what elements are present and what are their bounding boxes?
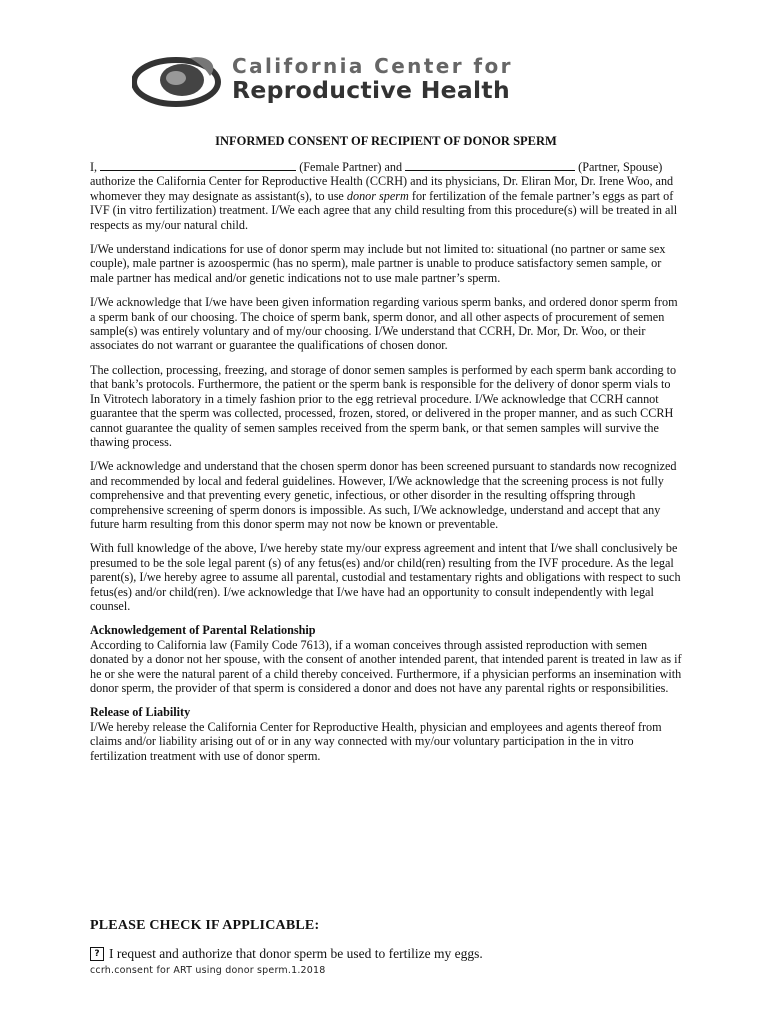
- clinic-logo: [132, 52, 652, 112]
- parental-relationship-section: [90, 623, 682, 695]
- parental-relationship-heading: Acknowledgement of Parental Relationship: [90, 623, 316, 638]
- female-partner-name-field[interactable]: [100, 159, 296, 171]
- p1-italic: donor sperm: [346, 188, 409, 203]
- logo-text-line2: Reproductive Health: [232, 76, 510, 104]
- consent-document: [90, 134, 682, 773]
- p1-rest1: (Partner, Spouse) authorize the California Center for Reproductive Health (CCRH) and its physicians, Dr. Eliran Mor, Dr. Irene Woo, and whomever they may designate as assistant(s), to use: [90, 160, 674, 203]
- p1-rest2: for fertilization of the female partner’s eggs as part of IVF (in vitro fertilization) treatment. I/We each agree that any child resulting from this procedure(s) will be treated in all respects as my/our natural child.: [90, 188, 678, 232]
- checklist-item: [90, 946, 483, 962]
- partner-name-field[interactable]: [405, 159, 575, 171]
- collection-paragraph: The collection, processing, freezing, and storage of donor semen samples is performed by each sperm bank according to that bank’s protocols. Furthermore, the patient or the sperm bank is responsible for the delivery of donor sperm vials to In Vitrotech laboratory in a timely fashion prior to the egg retrieval procedure. I/We acknowledge that CCRH cannot guarantee that the sperm was collected, processed, frozen, stored, or delivered in the proper manner, and as such CCRH cannot guarantee the quality of semen samples received from the sperm bank, or that semen samples will survive the thawing process.: [90, 362, 677, 449]
- p1-female-partner-label: (Female Partner) and: [299, 160, 406, 174]
- donor-sperm-checkbox[interactable]: ?: [90, 947, 104, 961]
- release-liability-heading: Release of Liability: [90, 705, 191, 720]
- document-title: INFORMED CONSENT OF RECIPIENT OF DONOR SPERM: [215, 134, 557, 148]
- checklist-item-label: I request and authorize that donor sperm be used to fertilize my eggs.: [109, 946, 483, 961]
- p1-prefix: I,: [90, 160, 101, 174]
- footer-reference: ccrh.consent for ART using donor sperm.1.2018: [90, 965, 326, 976]
- indications-paragraph: I/We understand indications for use of donor sperm may include but not limited to: situational (no partner or same sex couple), male partner is azoospermic (has no sperm), male partner is unable to produce satisfactory semen sample, or male partner has medical and/or genetic indications not to use male partner’s sperm.: [90, 242, 666, 285]
- swirl-logo-icon: [132, 52, 228, 108]
- screening-paragraph: I/We acknowledge and understand that the chosen sperm donor has been screened pursuant to standards now recognized and recommended by local and federal guidelines. However, I/We acknowledge that the screening process is not fully comprehensive and that preventing every genetic, infectious, or other disorder in the resulting offspring through comprehensive screening of sperm donors is impossible. As such, I/We acknowledge, understand and accept that any future harm resulting from this donor sperm may not now be known or preventable.: [90, 459, 677, 531]
- authorization-paragraph: [90, 159, 682, 232]
- sperm-bank-paragraph: I/We acknowledge that I/we have been given information regarding various sperm banks, and ordered donor sperm from a sperm bank of our choosing. The choice of sperm bank, sperm donor, and all other aspects of procurement of semen sample(s) was entirely voluntary and of my/our choosing. I/We understand that CCRH, Dr. Mor, Dr. Woo, or their associates do not warrant or guarantee the qualifications of chosen donor.: [90, 295, 678, 353]
- checklist-title: PLEASE CHECK IF APPLICABLE:: [90, 918, 320, 933]
- release-liability-section: [90, 705, 682, 763]
- logo-text-line1: California Center for: [232, 54, 513, 78]
- legal-parent-paragraph: With full knowledge of the above, I/we hereby state my/our express agreement and intent that I/we shall conclusively be presumed to be the sole legal parent (s) of any fetus(es) and/or child(ren) resulting from the IVF procedure. As the legal parent(s), I/we hereby agree to assume all parental, custodial and testamentary rights and obligations with respect to such fetus(es) and/or child(ren). I/we acknowledge that I/we have had an opportunity to consult independently with legal counsel.: [90, 541, 681, 613]
- release-liability-body: I/We hereby release the California Center for Reproductive Health, physician and employees and agents thereof from claims and/or liability arising out of or in any way connected with my/our voluntary participation in the in vitro fertilization treatment with use of donor sperm.: [90, 719, 662, 763]
- parental-relationship-body: According to California law (Family Code 7613), if a woman conceives through assisted reproduction with semen donated by a donor not her spouse, with the consent of another intended parent, that intended parent is treated in law as if he or she were the natural parent of a child thereby conceived. Furthermore, if a physician performs an insemination with donor sperm, the provider of that sperm is considered a donor and does not have any parental rights or responsibilities.: [90, 637, 682, 695]
